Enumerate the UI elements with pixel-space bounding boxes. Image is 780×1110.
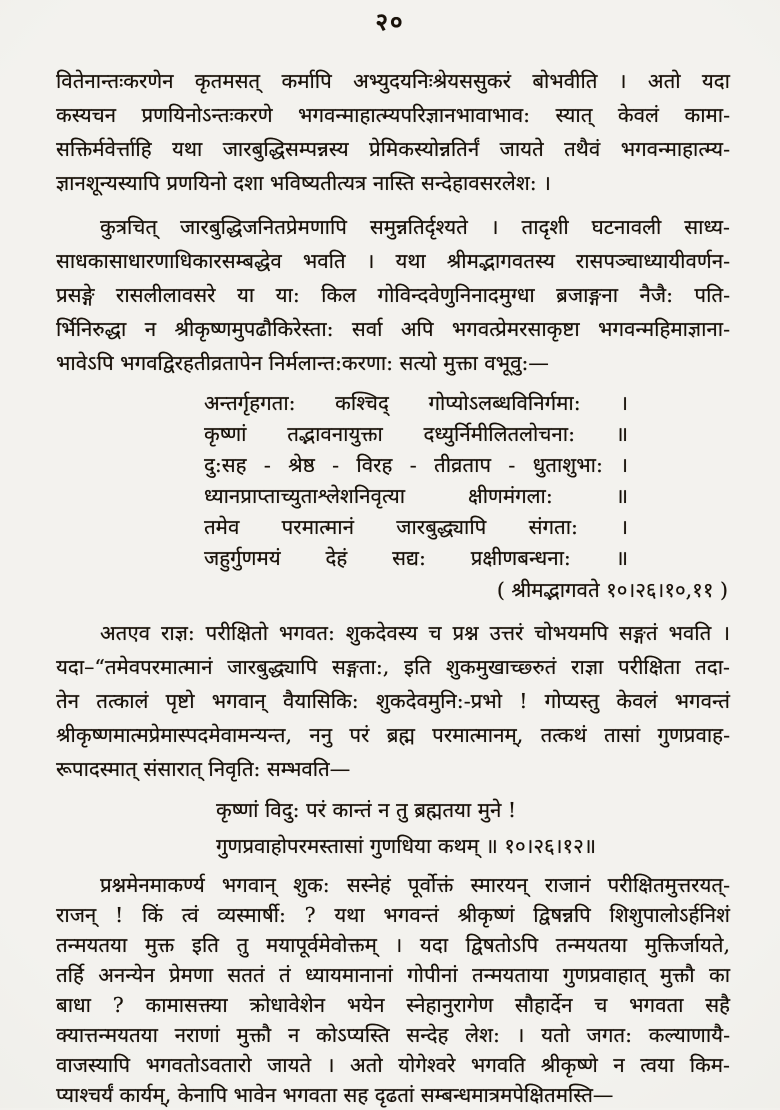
verse-line: गुणप्रवाहोपरमस्तासां गुणधिया कथम् ॥ १०।२६।१२॥ [216,834,597,858]
text-line: अतएव राज्ञ: परीक्षितो भगवत: शुकदेवस्य च प्रश्न उत्तरं चोभयमपि सङ्गतं भवति । [100,621,730,645]
text-line: रूपादस्मात् संसारात् निवृति: सम्भवति— [56,757,351,781]
text-line: वितेनान्तःकरणेन कृतमसत् कर्मापि अभ्युदयनिःश्रेयससुकरं बोभवीति । अतो यदा [56,69,730,93]
paragraph [56,616,730,786]
page-number: २० [375,7,405,36]
text-line: भावेऽपि भगवद्विरहतीव्रतापेन निर्मलान्त:करणा: सत्यो मुक्ता वभूवु:— [56,351,549,375]
text-line: ज्ञानशून्यस्यापि प्रणयिनो दशा भविष्यतीत्यत्र नास्ति सन्देहावसरलेश: । [56,171,551,195]
text-line: बाधा ? कामासक्त्या क्रोधावेशेन भयेन स्नेहानुरागेण सौहार्देन च भगवता सहै [56,993,730,1017]
verse-line: कृष्णां तद्भावनायुक्ता दध्युर्निमीलितलोचना: ॥ [204,422,628,446]
text-line: साधकासाधारणाधिकारसम्बद्धेव भवति । यथा श्रीमद्भागवतस्य रासपञ्चाध्यायीवर्णन- [56,249,730,273]
text-line: वाजस्यापि भगवतोऽवतारो जायते । अतो योगेश्वरे भगवति श्रीकृष्णे न त्वया किम- [56,1053,730,1077]
verse-line: ध्यानप्राप्ताच्युताश्लेशनिवृत्या क्षीणमंगला: ॥ [204,484,628,508]
text-line: यदा–“तमेवपरमात्मानं जारबुद्ध्यापि सङ्गता:, इति शुकमुखाच्छ्रुतं राज्ञा परीक्षिता तदा- [56,655,730,679]
text-line: र्भिनिरुद्धा न श्रीकृष्णमुपढौकिरेस्ता: सर्वा अपि भगवत्प्रेमरसाकृष्टा भगवन्महिमाज्ञाना- [56,317,730,341]
text-line: क्यात्तन्मयतया नराणां मुक्तौ न कोऽप्यस्ति सन्देह लेश: । यतो जगत: कल्याणायै- [56,1023,730,1047]
verse-line: अन्तर्गृहगता: कश्चिद् गोप्योऽलब्धविनिर्गमा: । [204,391,628,415]
verse-block-1 [204,388,628,574]
verse-line: कृष्णां विदु: परं कान्तं न तु ब्रह्मतया मुने ! [216,798,517,822]
text-line: श्रीकृष्णमात्मप्रेमास्पदमेवामन्यन्त, ननु परं ब्रह्म परमात्मानम्, तत्कथं तासां गुणप्रवाह- [56,723,730,747]
text-line: तर्हि अनन्येन प्रेमणा सततं तं ध्यायमानानां गोपीनां तन्मयताया गुणप्रवाहात् मुक्तौ का [56,963,730,987]
text-line: प्याश्चर्यं कार्यम्, केनापि भावेन भगवता सह दृढतां सम्बन्धमात्रमपेक्षितमस्ति— [56,1083,614,1107]
text-line: कुत्रचित् जारबुद्धिजनितप्रेमणापि समुन्नतिर्दृश्यते । तादृशी घटनावली साध्य- [100,215,730,239]
verse-line: दु:सह - श्रेष्ठ - विरह - तीव्रताप - धुताशुभा: । [204,453,628,477]
text-line: सक्तिर्मवेर्त्ताहि यथा जारबुद्धिसम्पन्नस्य प्रेमिकस्योन्नतिर्नं जायते तथैवं भगवन्माहात्म्य- [56,137,730,161]
text-line: प्रश्नमेनमाकर्ण्य भगवान् शुक: सस्नेहं पूर्वोक्तं स्मारयन् राजानं परीक्षितमुत्तरयत्- [100,873,730,897]
text-line: प्रसङ्गे रासलीलावसरे या या: किल गोविन्दवेणुनिनादमुग्धा ब्रजाङ्गना नैजै: पति- [56,283,730,307]
verse-line: जहुर्गुणमयं देहं सद्य: प्रक्षीणबन्धना: ॥ [204,546,628,570]
text-line: तेन तत्कालं पृष्टो भगवान् वैयासिकि: शुकदेवमुनि:-प्रभो ! गोप्यस्तु केवलं भगवन्तं [56,689,730,713]
paragraph [56,870,730,1110]
text-line: तन्मयतया मुक्त इति तु मयापूर्वमेवोक्तम् । यदा द्विषतोऽपि तन्मयतया मुक्तिर्जायते, [56,933,730,957]
text-line: कस्यचन प्रणयिनोऽन्तःकरणे भगवन्माहात्म्यपरिज्ञानभावाभाव: स्यात् केवलं कामा- [56,103,730,127]
verse-block-2 [216,792,656,864]
verse-line: तमेव परमात्मानं जारबुद्ध्यापि संगता: । [204,515,628,539]
page-content [56,64,730,1110]
paragraph-continuation [56,64,730,200]
paragraph [56,210,730,380]
verse-citation: ( श्रीमद्भागवते १०।२६।१०,११ ) [496,578,728,602]
text-line: राजन् ! किं त्वं व्यस्मार्षी: ? यथा भगवन्तं श्रीकृष्णं द्विषन्नपि शिशुपालोऽर्हनिशं [56,903,730,927]
